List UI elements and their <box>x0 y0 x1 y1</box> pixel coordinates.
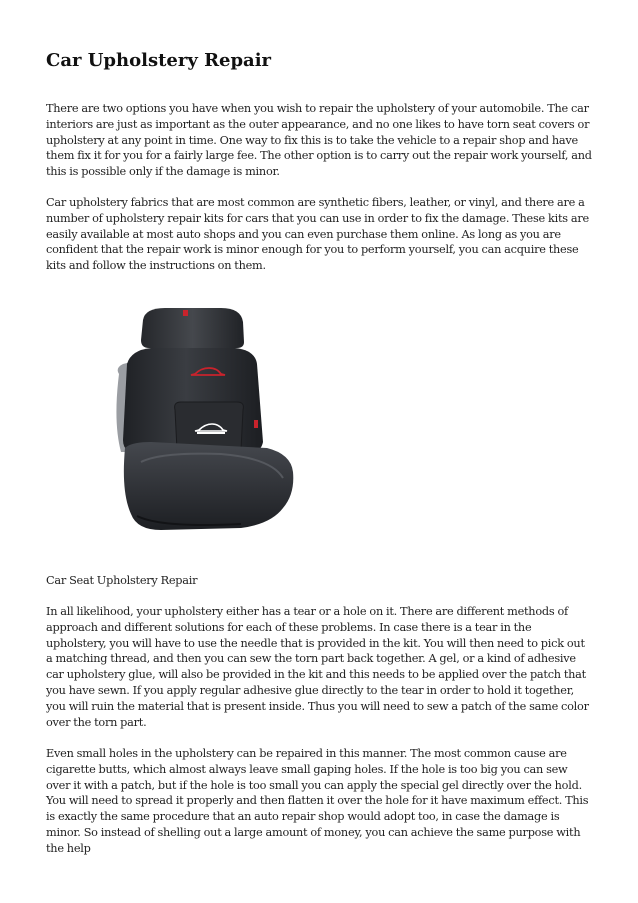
image-caption: Car Seat Upholstery Repair <box>46 574 198 587</box>
paragraph-intro: There are two options you have when you wish to repair the upholstery of your automobile. The car interiors are just as important as the outer appearance, and no one likes to have torn seat covers or upholstery at any point in time. One way to fix this is to take the vehicle to a repair shop and have them fix it for you for a fairly large fee. The other option is to carry out the repair work yourself, and this is possible only if the damage is minor. <box>46 102 592 179</box>
car-seat-cover-icon <box>101 302 311 534</box>
paragraph-fabrics: Car upholstery fabrics that are most common are synthetic fibers, leather, or vinyl, and there are a number of upholstery repair kits for cars that you can use in order to fix the damage. These kits are easily available at most auto shops and you can even purchase them online. As long as you are confident that the repair work is minor enough for you to perform yourself, you can acquire these kits and follow the instructions on them. <box>46 196 589 273</box>
page-title: Car Upholstery Repair <box>46 50 272 71</box>
paragraph-tear-repair: In all likelihood, your upholstery either has a tear or a hole on it. There are different methods of approach and different solutions for each of these problems. In case there is a tear in the upholstery, you will have to use the needle that is provided in the kit. You will then need to pick out a matching thread, and then you can sew the torn part back together. A gel, or a kind of adhesive car upholstery glue, will also be provided in the kit and this needs to be applied over the patch that you have sewn. If you apply regular adhesive glue directly to the tear in order to hold it together, you will ruin the material that is present inside. Thus you will need to sew a patch of the same color over the torn part. <box>46 605 589 729</box>
paragraph-hole-repair: Even small holes in the upholstery can be repaired in this manner. The most common cause are cigarette butts, which almost always leave small gaping holes. If the hole is too big you can sew over it with a patch, but if the hole is too small you can apply the special gel directly over the hold. You will need to spread it properly and then flatten it over the hole for it have maximum effect. This is exactly the same procedure that an auto repair shop would adopt too, in case the damage is minor. So instead of shelling out a large amount of money, you can achieve the same purpose with the help <box>46 747 589 855</box>
car-seat-image <box>101 302 311 534</box>
